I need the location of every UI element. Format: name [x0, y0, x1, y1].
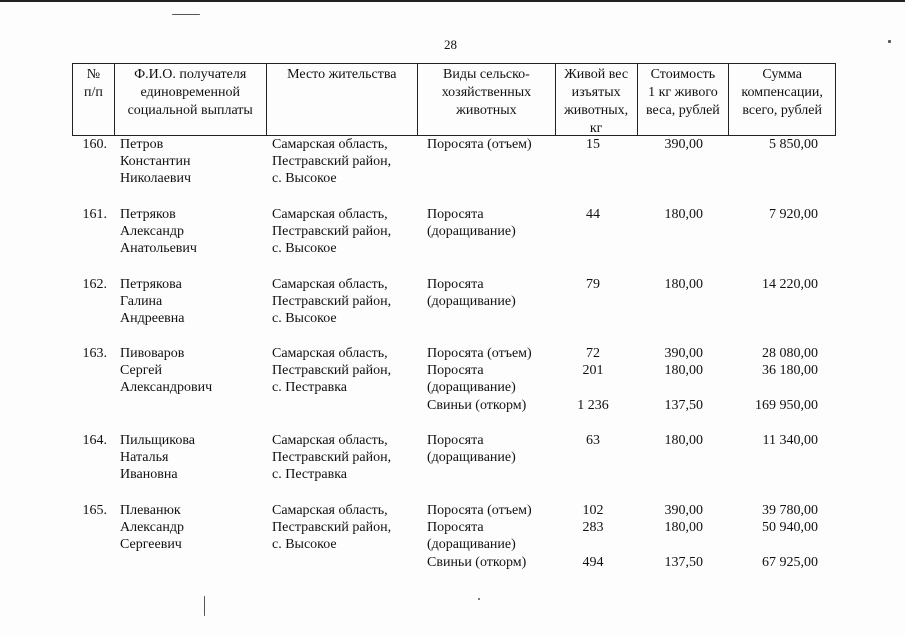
price-per-kg: 390,00 [664, 503, 703, 518]
row-number: 165. [82, 503, 107, 518]
price-per-kg: 390,00 [664, 346, 703, 361]
compensation-total: 14 220,00 [762, 277, 818, 292]
table-header [72, 63, 836, 136]
live-weight: 283 [582, 520, 604, 535]
price-per-kg: 137,50 [664, 555, 703, 570]
recipient-name: Плеванюк Александр Сергеевич [120, 503, 184, 552]
row-number: 160. [82, 137, 107, 152]
compensation-total: 5 850,00 [769, 137, 818, 152]
animal-type: Поросята (доращивание) [427, 207, 516, 239]
row-number: 162. [82, 277, 107, 292]
header-animals: Виды сельско- хозяйственных животных [418, 64, 556, 135]
live-weight: 494 [582, 555, 604, 570]
live-weight: 72 [586, 346, 600, 361]
header-num: № п/п [73, 64, 115, 135]
scan-speck [204, 596, 205, 616]
compensation-total: 7 920,00 [769, 207, 818, 222]
live-weight: 201 [582, 363, 604, 378]
header-total: Сумма компенсации, всего, рублей [741, 67, 823, 118]
live-weight: 15 [586, 137, 600, 152]
compensation-total: 11 340,00 [762, 433, 818, 448]
recipient-name: Пивоваров Сергей Александрович [120, 346, 213, 395]
animal-type: Поросята (доращивание) [427, 433, 516, 465]
animal-type: Свиньи (откорм) [427, 398, 527, 413]
recipient-name: Пильщикова Наталья Ивановна [120, 433, 195, 482]
compensation-total: 67 925,00 [762, 555, 818, 570]
recipient-name: Петрякова Галина Андреевна [120, 277, 185, 326]
animal-type: Поросята (отъем) [427, 346, 532, 361]
row-number: 164. [82, 433, 107, 448]
row-number: 161. [82, 207, 107, 222]
price-per-kg: 180,00 [664, 277, 703, 292]
recipient-name: Петров Константин Николаевич [120, 137, 192, 186]
compensation-total: 50 940,00 [762, 520, 818, 535]
compensation-total: 169 950,00 [755, 398, 818, 413]
price-per-kg: 180,00 [664, 207, 703, 222]
animal-type: Поросята (доращивание) [427, 363, 516, 395]
price-per-kg: 390,00 [664, 137, 703, 152]
animal-type: Поросята (отъем) [427, 137, 532, 152]
residence: Самарская область, Пестравский район, с. Высокое [272, 137, 392, 186]
residence: Самарская область, Пестравский район, с. Высокое [272, 207, 392, 256]
price-per-kg: 180,00 [664, 520, 703, 535]
live-weight: 63 [586, 433, 600, 448]
header-price: Стоимость 1 кг живого веса, рублей [638, 64, 730, 135]
price-per-kg: 180,00 [664, 433, 703, 448]
page-number: 28 [444, 37, 457, 52]
residence: Самарская область, Пестравский район, с. Высокое [272, 277, 392, 326]
animal-type: Поросята (доращивание) [427, 277, 516, 309]
header-weight: Живой вес изъятых животных, кг [556, 64, 638, 135]
compensation-total: 36 180,00 [762, 363, 818, 378]
header-name: Ф.И.О. получателя единовременной социальной выплаты [115, 64, 267, 135]
price-per-kg: 180,00 [664, 363, 703, 378]
page-top-edge [0, 0, 905, 2]
live-weight: 102 [582, 503, 604, 518]
recipient-name: Петряков Александр Анатольевич [120, 207, 197, 256]
animal-type: Свиньи (откорм) [427, 555, 527, 570]
row-number: 163. [82, 346, 107, 361]
residence: Самарская область, Пестравский район, с. Пестравка [272, 433, 392, 482]
scan-speck [888, 40, 891, 43]
header-residence: Место жительства [267, 64, 419, 135]
animal-type: Поросята (отъем) [427, 503, 532, 518]
price-per-kg: 137,50 [664, 398, 703, 413]
animal-type: Поросята (доращивание) [427, 520, 516, 552]
scan-speck [172, 14, 200, 15]
live-weight: 1 236 [577, 398, 609, 413]
live-weight: 44 [586, 207, 600, 222]
residence: Самарская область, Пестравский район, с. Высокое [272, 503, 392, 552]
compensation-total: 28 080,00 [762, 346, 818, 361]
residence: Самарская область, Пестравский район, с. Пестравка [272, 346, 392, 395]
compensation-total: 39 780,00 [762, 503, 818, 518]
live-weight: 79 [586, 277, 600, 292]
scan-speck [478, 598, 480, 600]
